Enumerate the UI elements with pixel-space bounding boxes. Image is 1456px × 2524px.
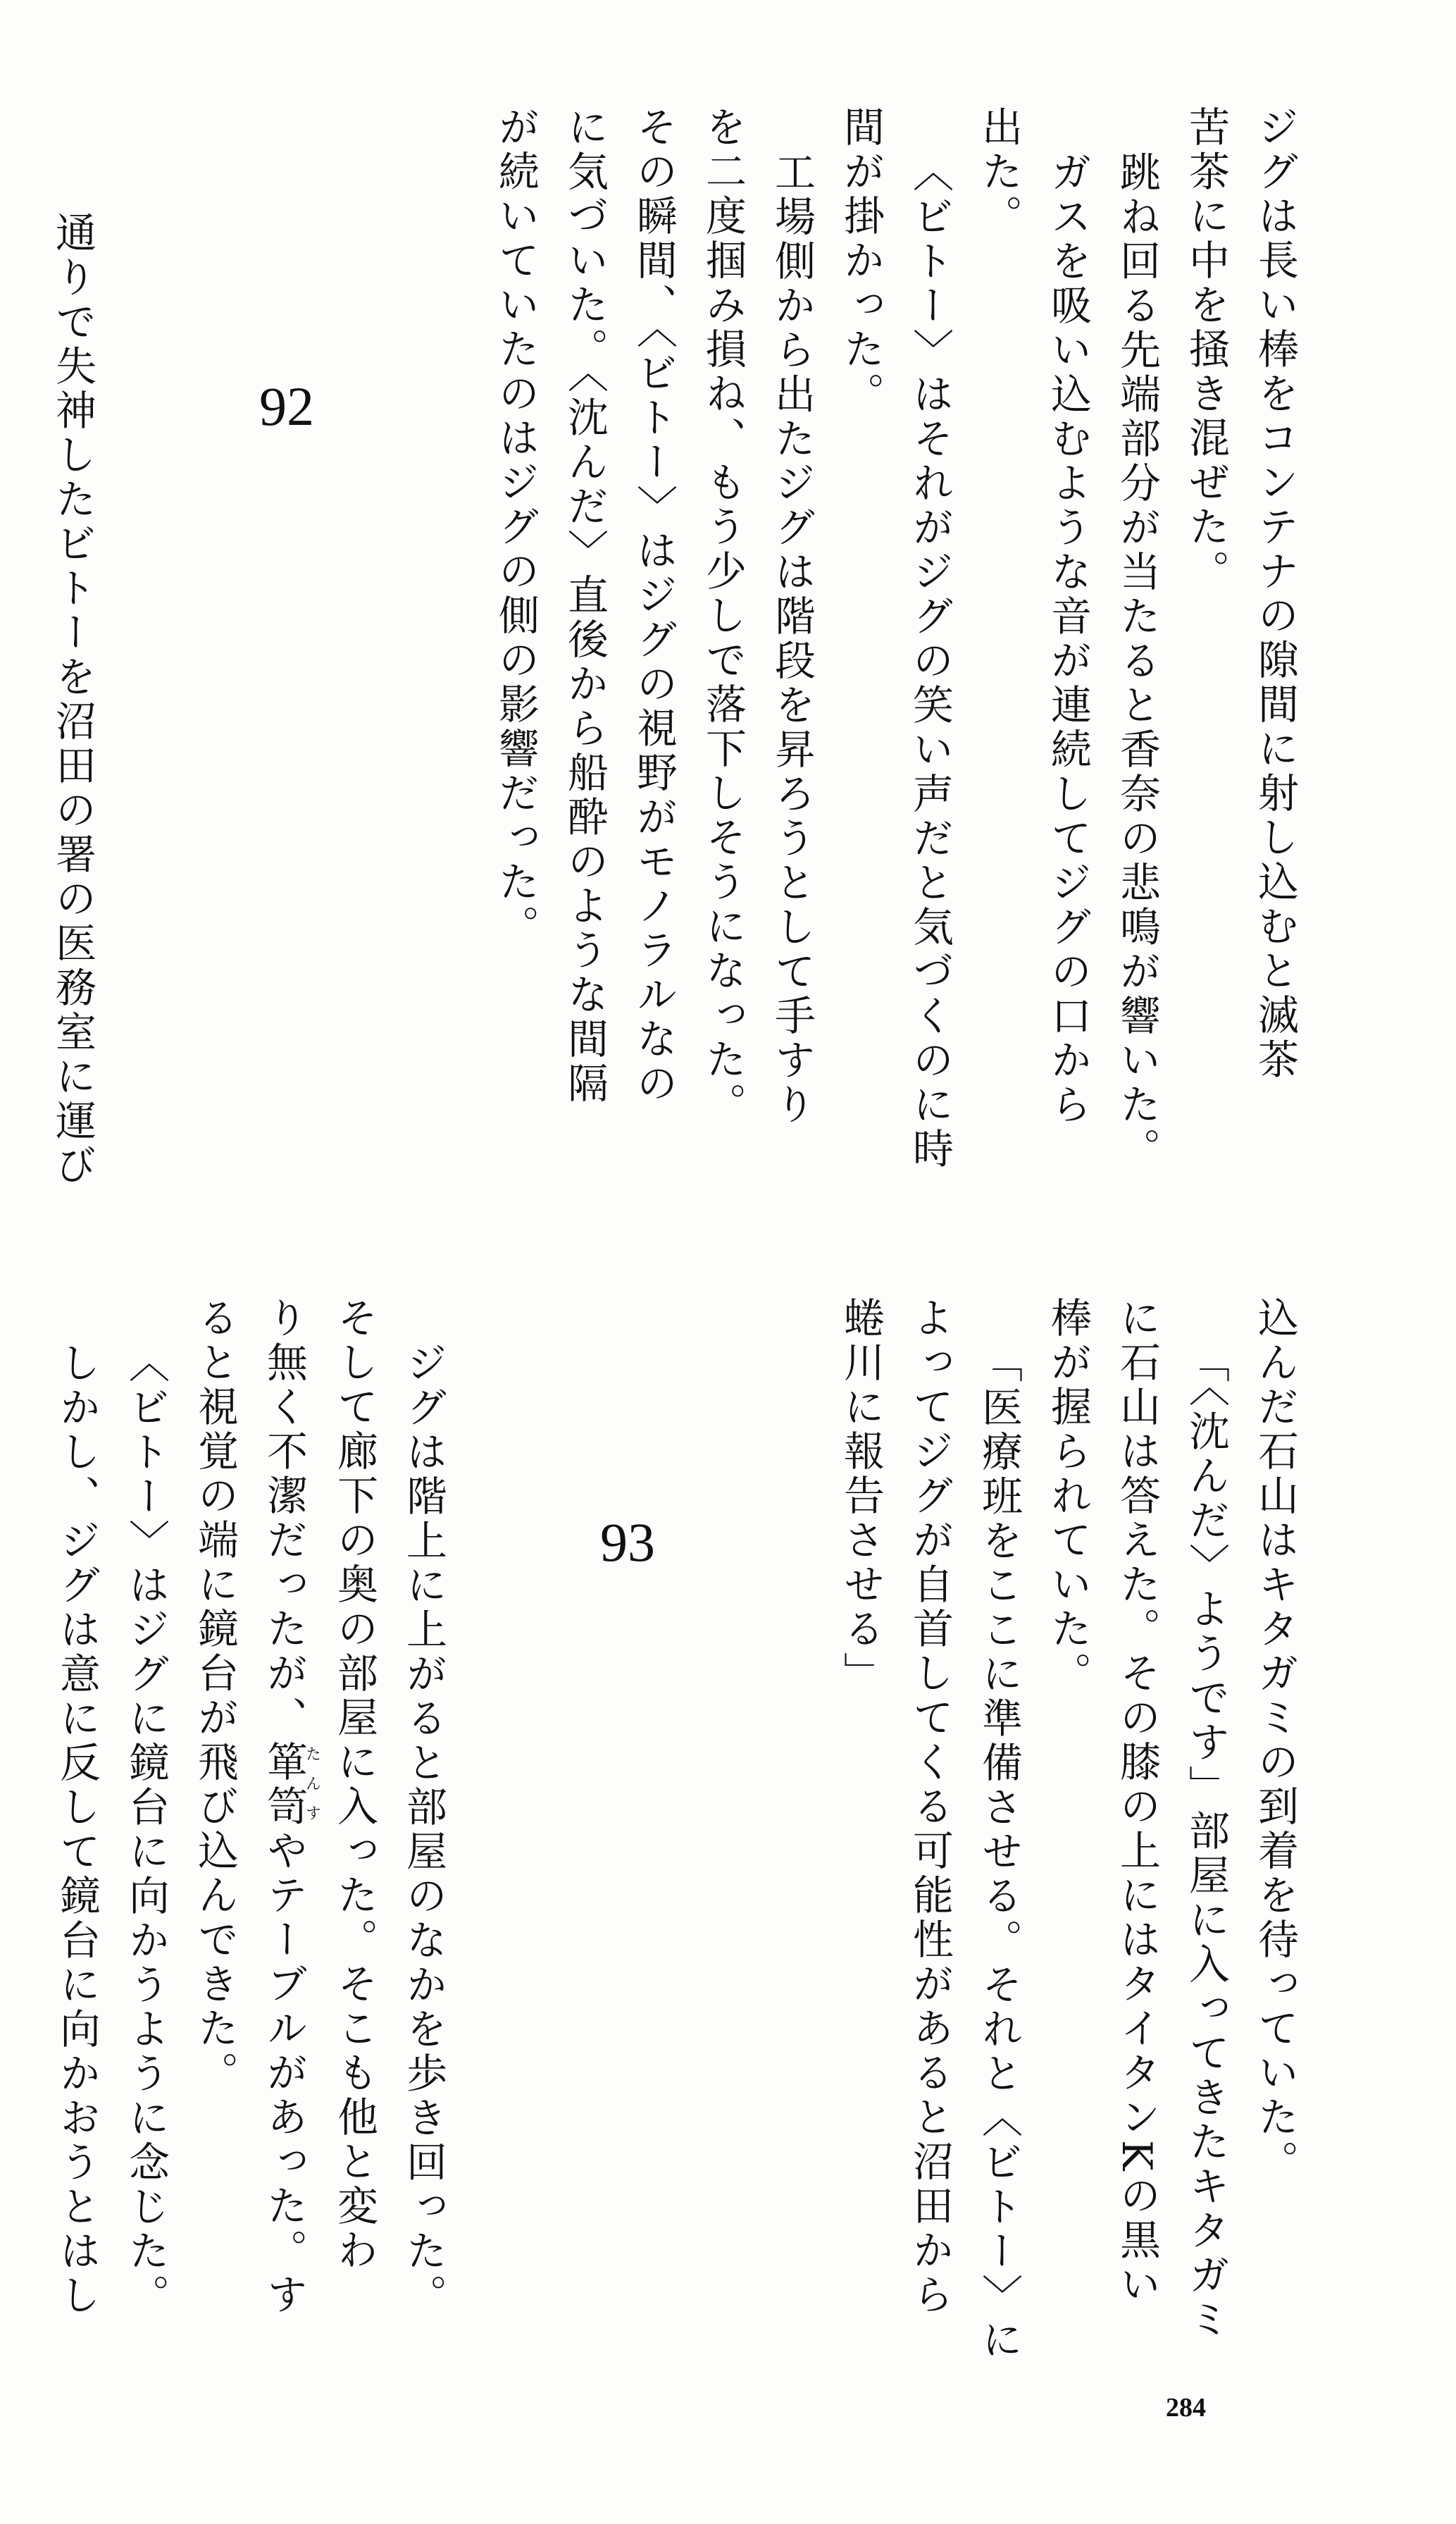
text-segment: り無く不潔だったが、 (260, 1297, 308, 1740)
text-line: 通りで失神したビトーを沼田の署の医務室に運び (49, 211, 97, 1188)
text-line: 出た。 (975, 106, 1023, 239)
text-line: そして廊下の奥の部屋に入った。そこも他と変わ (330, 1297, 378, 2273)
text-line: を二度掴み損ね、もう少しで落下しそうになった。 (699, 106, 747, 1127)
chapter-92-text (38, 211, 107, 1198)
text-segment: やテーブルがあった。す (260, 1829, 308, 2318)
text-line: 棒が握られていた。 (1044, 1297, 1092, 1696)
text-line: 〈ビトー〉はジグに鏡台に向かうように念じた。 (122, 1342, 170, 2318)
bottom-text-block-b (42, 1297, 458, 2353)
text-line: 苦茶に中を掻き混ぜた。 (1182, 106, 1230, 594)
text-line: ると視覚の端に鏡台が飛び込んできた。 (191, 1297, 239, 2096)
text-line: に石山は答えた。その膝の上にはタイタンKの黒い (1113, 1297, 1161, 2308)
text-line: ジグは階上に上がると部屋のなかを歩き回った。 (399, 1342, 447, 2318)
text-line (249, 1297, 320, 2353)
ruby-annotation (260, 1740, 321, 1829)
text-line: よってジグが自首してくる可能性があると沼田から (906, 1297, 954, 2318)
text-line: ガスを吸い込むような音が連続してジグの口から (1044, 151, 1092, 1127)
text-line: 〈ビトー〉はそれがジグの笑い声だと気づくのに時 (906, 151, 954, 1172)
text-line: しかし、ジグは意に反して鏡台に向かおうとはし (53, 1342, 101, 2318)
text-line: 「〈沈んだ〉ようです」部屋に入ってきたキタガミ (1182, 1342, 1230, 2342)
page-number: 284 (1166, 2393, 1206, 2423)
chapter-number-92: 92 (259, 376, 314, 437)
top-text-block (481, 106, 1309, 1191)
ruby-reading: たんす (303, 1740, 321, 1829)
ruby-base: 箪笥 (260, 1740, 308, 1829)
chapter-number-93: 93 (600, 1511, 655, 1573)
bottom-text-block-a (826, 1297, 1309, 2363)
text-line: 工場側から出たジグは階段を昇ろうとして手すり (768, 151, 816, 1127)
text-line: 「医療班をここに準備させる。それと〈ビトー〉に (975, 1342, 1023, 2363)
text-line: 間が掛かった。 (837, 106, 885, 416)
text-line: その瞬間、〈ビトー〉はジグの視野がモノラルなの (630, 106, 678, 1106)
text-line: 蜷川に報告させる」 (837, 1297, 885, 1696)
text-line: 込んだ石山はキタガミの到着を待っていた。 (1251, 1297, 1299, 2184)
text-line: ジグは長い棒をコンテナの隙間に射し込むと滅茶 (1251, 106, 1299, 1082)
text-line: 跳ね回る先端部分が当たると香奈の悲鳴が響いた。 (1113, 151, 1161, 1172)
text-line: に気づいた。〈沈んだ〉直後から船酔のような間隔 (561, 106, 609, 1106)
text-line: が続いていたのはジグの側の影響だった。 (492, 106, 540, 949)
